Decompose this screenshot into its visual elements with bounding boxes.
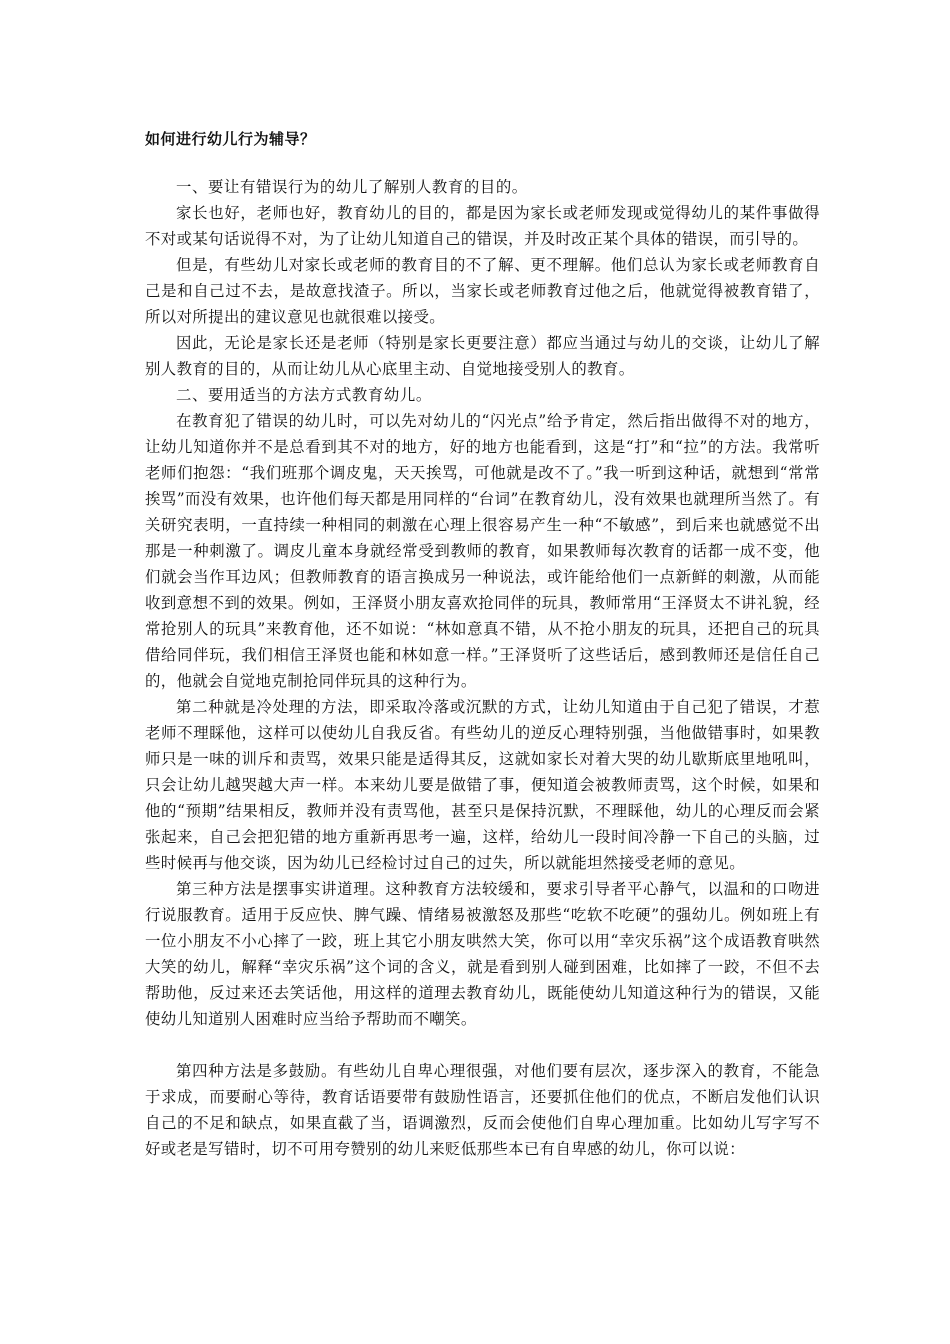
paragraph: 因此，无论是家长还是老师（特别是家长更要注意）都应当通过与幼儿的交谈，让幼儿了解别人教育的目的，从而让幼儿从心底里主动、自觉地接受别人的教育。 (145, 334, 820, 378)
section-heading-2: 二、要用适当的方法方式教育幼儿。 (176, 386, 432, 404)
paragraph: 第四种方法是多鼓励。有些幼儿自卑心理很强，对他们要有层次，逐步深入的教育，不能急于求成，而要耐心等待，教育话语要带有鼓励性语言，还要抓住他们的优点，不断启发他们认识自己的不足和缺点，如果直截了当，语调激烈，反而会使他们自卑心理加重。比如幼儿写字写不好或老是写错时，切不可用夸赞别的幼儿来贬低那些本已有自卑感的幼儿，你可以说： (145, 1062, 820, 1158)
paragraph: 第二种就是冷处理的方法，即采取冷落或沉默的方式，让幼儿知道由于自己犯了错误，才惹老师不理睬他，这样可以使幼儿自我反省。有些幼儿的逆反心理特别强，当他做错事时，如果教师只是一味的训斥和责骂，效果只能是适得其反，这就如家长对着大哭的幼儿歇斯底里地吼叫，只会让幼儿越哭越大声一样。本来幼儿要是做错了事，便知道会被教师责骂，这个时候，如果和他的“预期”结果相反，教师并没有责骂他，甚至只是保持沉默，不理睬他，幼儿的心理反而会紧张起来，自己会把犯错的地方重新再思考一遍，这样，给幼儿一段时间冷静一下自己的头脑，过些时候再与他交谈，因为幼儿已经检讨过自己的过失，所以就能坦然接受老师的意见。 (145, 698, 820, 872)
section-heading-1: 一、要让有错误行为的幼儿了解别人教育的目的。 (176, 178, 528, 196)
document-page (145, 0, 820, 1344)
paragraph: 但是，有些幼儿对家长或老师的教育目的不了解、更不理解。他们总认为家长或老师教育自己是和自己过不去，是故意找渣子。所以，当家长或老师教育过他之后，他就觉得被教育错了，所以对所提出的建议意见也就很难以接受。 (145, 256, 820, 326)
document-title: 如何进行幼儿行为辅导？ (145, 130, 316, 148)
paragraph: 在教育犯了错误的幼儿时，可以先对幼儿的“闪光点”给予肯定，然后指出做得不对的地方，让幼儿知道你并不是总看到其不对的地方，好的地方也能看到，这是“打”和“拉”的方法。我常听老师们抱怨：“我们班那个调皮鬼，天天挨骂，可他就是改不了。”我一听到这种话，就想到“常常挨骂”而没有效果，也许他们每天都是用同样的“台词”在教育幼儿，没有效果也就理所当然了。有关研究表明，一直持续一种相同的刺激在心理上很容易产生一种“不敏感”，到后来也就感觉不出那是一种刺激了。调皮儿童本身就经常受到教师的教育，如果教师每次教育的话都一成不变，他们就会当作耳边风；但教师教育的语言换成另一种说法，或许能给他们一点新鲜的刺激，从而能收到意想不到的效果。例如，王泽贤小朋友喜欢抢同伴的玩具，教师常用“王泽贤太不讲礼貌，经常抢别人的玩具”来教育他，还不如说：“林如意真不错，从不抢小朋友的玩具，还把自己的玩具借给同伴玩，我们相信王泽贤也能和林如意一样。”王泽贤听了这些话后，感到教师还是信任自己的，他就会自觉地克制抢同伴玩具的这种行为。 (145, 412, 820, 690)
document-body (145, 174, 820, 1162)
paragraph: 第三种方法是摆事实讲道理。这种教育方法较缓和，要求引导者平心静气，以温和的口吻进行说服教育。适用于反应快、脾气躁、情绪易被激怒及那些“吃软不吃硬”的强幼儿。例如班上有一位小朋友不小心摔了一跤，班上其它小朋友哄然大笑，你可以用“幸灾乐祸”这个成语教育哄然大笑的幼儿，解释“幸灾乐祸”这个词的含义，就是看到别人碰到困难，比如摔了一跤，不但不去帮助他，反过来还去笑话他，用这样的道理去教育幼儿，既能使幼儿知道这种行为的错误，又能使幼儿知道别人困难时应当给予帮助而不嘲笑。 (145, 880, 820, 1028)
paragraph: 家长也好，老师也好，教育幼儿的目的，都是因为家长或老师发现或觉得幼儿的某件事做得不对或某句话说得不对，为了让幼儿知道自己的错误，并及时改正某个具体的错误，而引导的。 (145, 204, 820, 248)
